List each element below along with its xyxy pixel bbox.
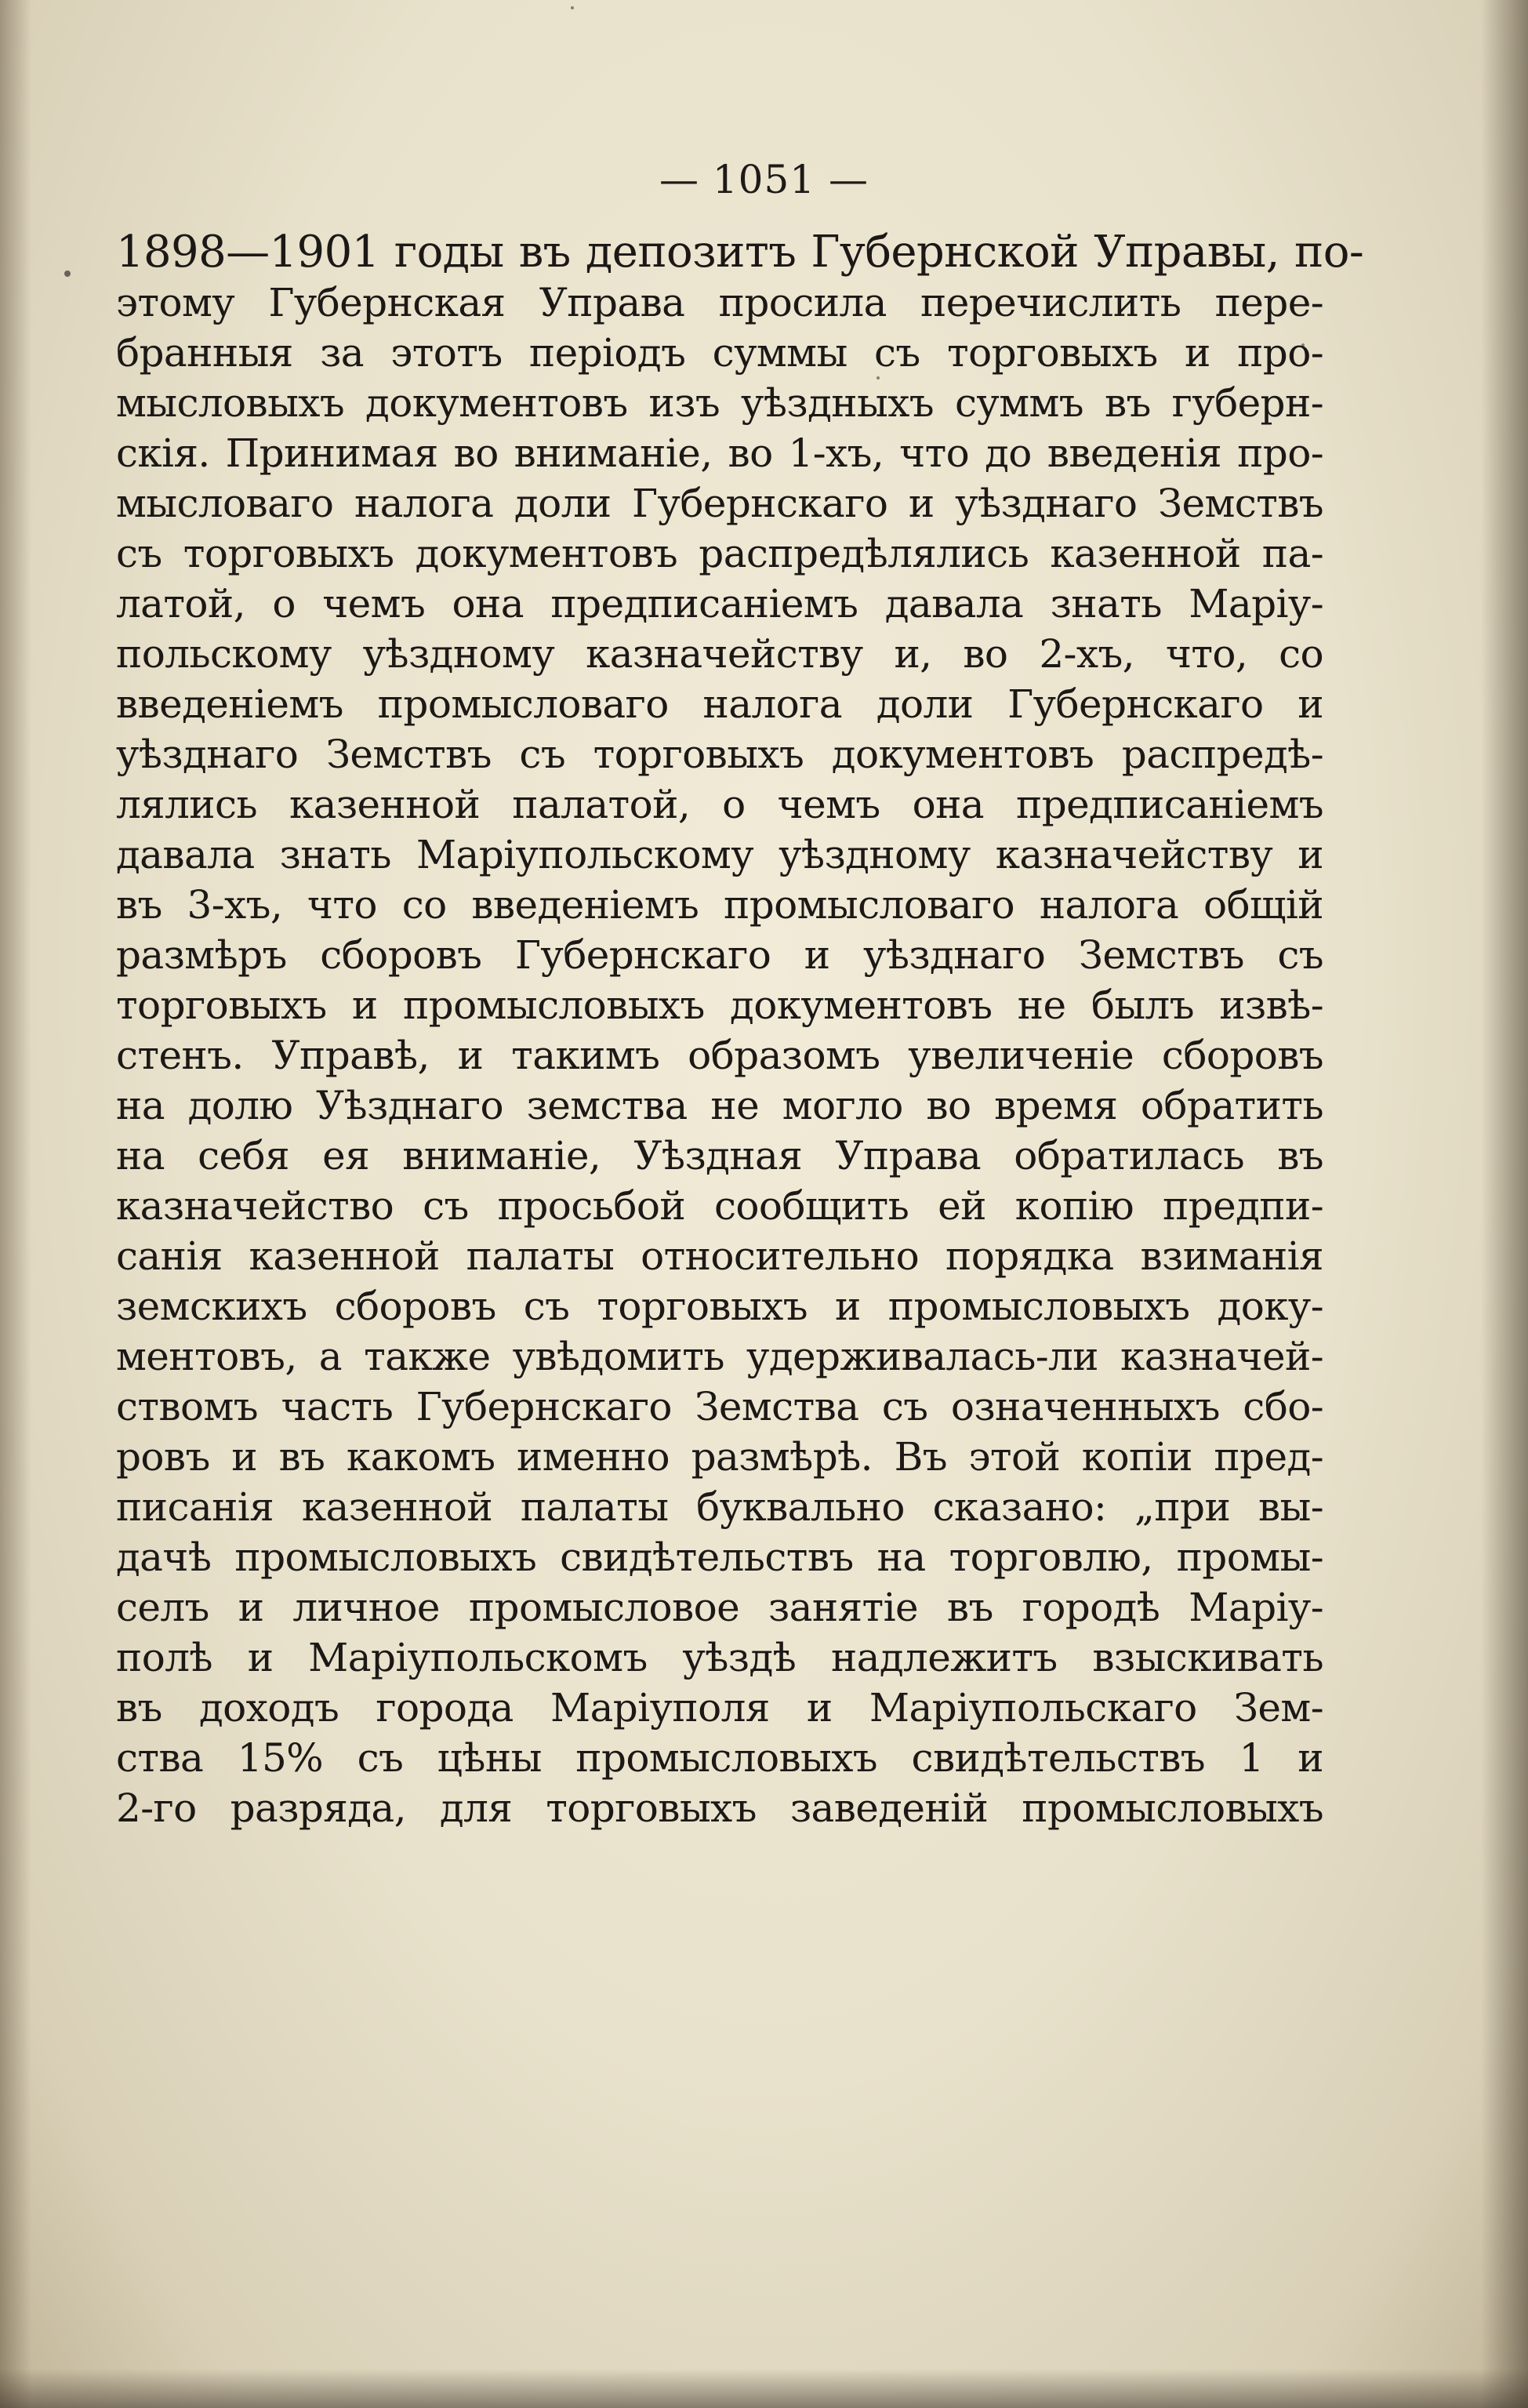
text-line: ментовъ, а также увѣдомить удерживалась-ли казначей- [116, 1334, 1323, 1379]
text-line: писанія казенной палаты буквально сказано: „при вы- [116, 1484, 1323, 1530]
text-line: польскому уѣздному казначейству и, во 2-хъ, что, со [116, 631, 1323, 677]
text-line: на долю Уѣзднаго земства не могло во время обратить [116, 1083, 1323, 1128]
text-line: давала знать Маріупольскому уѣздному казначейству и [116, 832, 1323, 877]
text-line: лялись казенной палатой, о чемъ она предписаніемъ [116, 782, 1323, 827]
text-line: скія. Принимая во вниманіе, во 1-хъ, что до введенія про- [116, 430, 1323, 476]
page-number: — 1051 — [659, 157, 869, 202]
page-shadow-bottom [0, 2369, 1528, 2408]
body-text [116, 227, 1364, 1833]
text-line: введеніемъ промысловаго налога доли Губернскаго и [116, 681, 1323, 727]
ink-mark [64, 271, 71, 277]
text-line: дачѣ промысловыхъ свидѣтельствъ на торговлю, промы- [116, 1535, 1323, 1580]
text-line: 2-го разряда, для торговыхъ заведеній промысловыхъ [116, 1785, 1323, 1831]
text-line: съ торговыхъ документовъ распредѣлялись казенной па- [116, 531, 1323, 576]
text-line: этому Губернская Управа просила перечислить пере- [116, 280, 1323, 325]
page-shadow-left [0, 0, 31, 2408]
text-line: на себя ея вниманіе, Уѣздная Управа обратилась въ [116, 1133, 1323, 1179]
page-shadow-right [1481, 0, 1528, 2408]
text-line: казначейство съ просьбой сообщить ей копію предпи- [116, 1183, 1323, 1229]
text-line: ровъ и въ какомъ именно размѣрѣ. Въ этой копіи пред- [116, 1434, 1323, 1480]
text-line: 1898—1901 годы въ депозитъ Губернской Управы, по- [116, 227, 1364, 278]
text-line: мысловаго налога доли Губернскаго и уѣзднаго Земствъ [116, 481, 1323, 526]
text-line: латой, о чемъ она предписаніемъ давала знать Маріу- [116, 581, 1323, 627]
text-line: полѣ и Маріупольскомъ уѣздѣ надлежитъ взыскивать [116, 1635, 1323, 1680]
text-line: мысловыхъ документовъ изъ уѣздныхъ суммъ въ губерн- [116, 380, 1323, 426]
text-line: ства 15% съ цѣны промысловыхъ свидѣтельствъ 1 и [116, 1735, 1323, 1781]
text-line: селъ и личное промысловое занятіе въ городѣ Маріу- [116, 1585, 1323, 1630]
text-line: въ доходъ города Маріуполя и Маріупольскаго Зем- [116, 1685, 1323, 1731]
text-line: санія казенной палаты относительно порядка взиманія [116, 1233, 1323, 1279]
text-line: бранныя за этотъ періодъ суммы съ торговыхъ и про- [116, 330, 1323, 376]
ink-speck [571, 6, 574, 9]
text-line: уѣзднаго Земствъ съ торговыхъ документовъ распредѣ- [116, 732, 1323, 777]
text-line: размѣръ сборовъ Губернскаго и уѣзднаго Земствъ съ [116, 932, 1323, 978]
text-line: земскихъ сборовъ съ торговыхъ и промысловыхъ доку- [116, 1284, 1323, 1329]
text-line: торговыхъ и промысловыхъ документовъ не былъ извѣ- [116, 982, 1323, 1028]
text-line: въ 3-хъ, что со введеніемъ промысловаго налога общій [116, 882, 1323, 928]
text-line: стенъ. Управѣ, и такимъ образомъ увеличеніе сборовъ [116, 1033, 1323, 1078]
text-line: ствомъ часть Губернскаго Земства съ означенныхъ сбо- [116, 1384, 1323, 1429]
